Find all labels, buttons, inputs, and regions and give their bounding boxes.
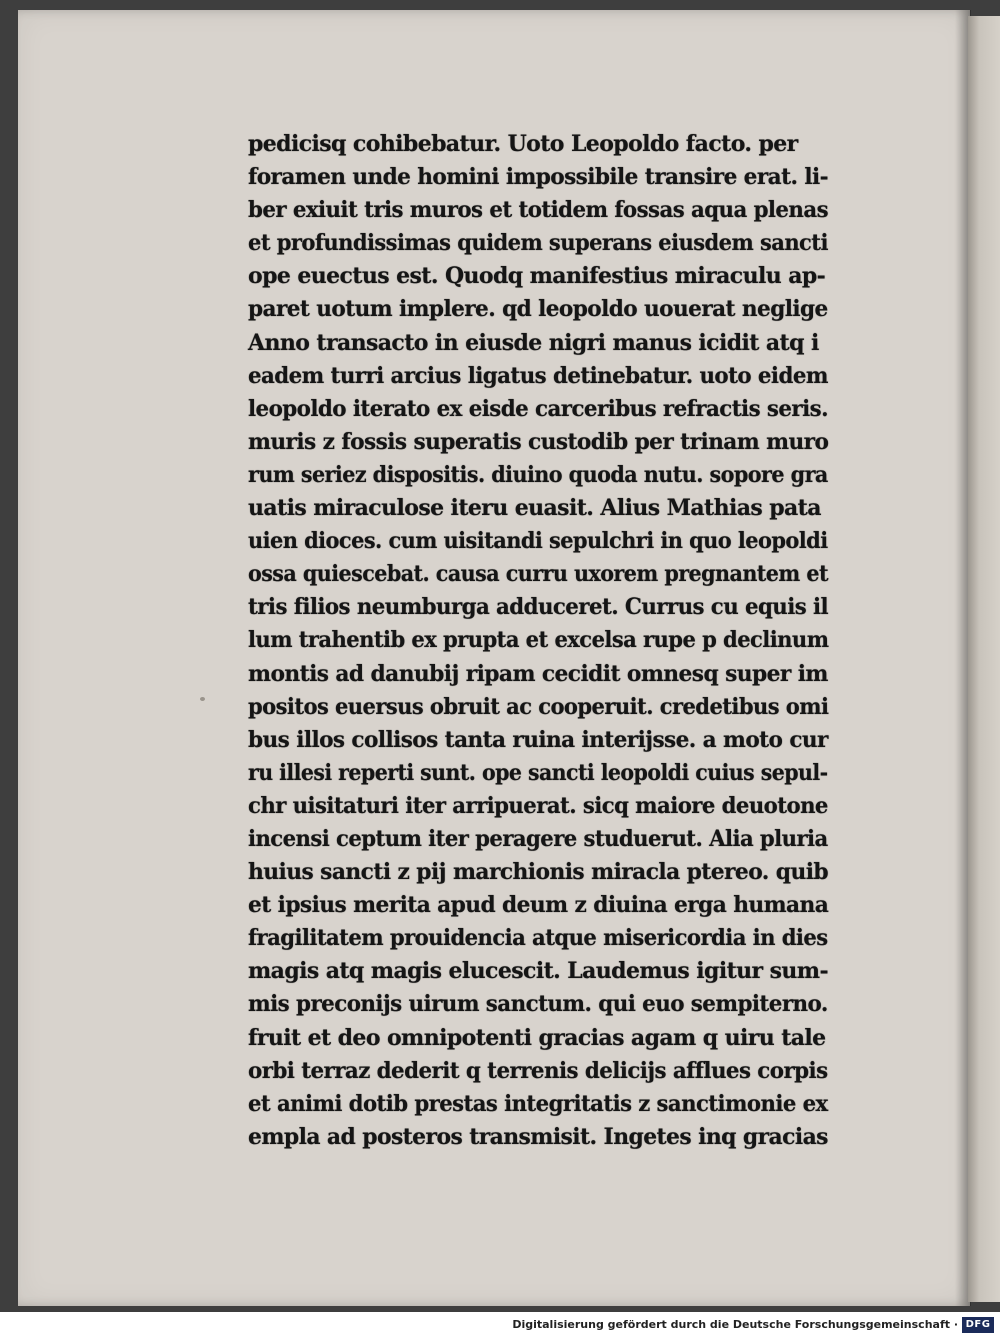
printed-text-block: [248, 128, 828, 1154]
text-line: et profundissimas quidem superans eiusdem sancti: [248, 230, 828, 257]
text-line: huius sancti z pij marchionis miracla ptereo. quib: [248, 859, 829, 886]
text-line: chr uisitaturi iter arripuerat. sicq maiore deuotone: [248, 792, 828, 819]
text-line: eadem turri arcius ligatus detinebatur. uoto eidem: [248, 362, 828, 389]
text-line: incensi ceptum iter peragere studuerut. Alia pluria: [248, 825, 828, 852]
dfg-logo[interactable]: DFG: [962, 1317, 994, 1333]
text-line: paret uotum implere. qd leopoldo uouerat neglige: [248, 296, 828, 323]
text-line: mis preconijs uirum sanctum. qui euo sempiterno.: [248, 991, 828, 1018]
text-line: rum seriez dispositis. diuino quoda nutu. sopore gra: [248, 461, 828, 488]
text-line: ru illesi reperti sunt. ope sancti leopoldi cuius sepul-: [248, 759, 828, 786]
text-line: empla ad posteros transmisit. Ingetes inq gracias: [248, 1123, 828, 1150]
text-line: Anno transacto in eiusde nigri manus icidit atq i: [248, 329, 819, 356]
text-line: pedicisq cohibebatur. Uoto Leopoldo facto. per: [248, 131, 798, 157]
text-line: et ipsius merita apud deum z diuina erga humana: [248, 892, 829, 919]
text-line: tris filios neumburga adduceret. Currus cu equis il: [248, 594, 829, 621]
text-line: leopoldo iterato ex eisde carceribus refractis seris.: [248, 395, 829, 422]
text-line: muris z fossis superatis custodib per trinam muro: [248, 428, 829, 455]
text-line: ossa quiescebat. causa curru uxorem pregnantem et: [248, 561, 828, 588]
paper-spot: [200, 697, 205, 701]
text-line: montis ad danubij ripam cecidit omnesq super im: [248, 660, 828, 687]
text-line: foramen unde homini impossibile transire erat. li-: [248, 164, 828, 191]
text-line: fruit et deo omnipotenti gracias agam q uiru tale: [248, 1024, 826, 1051]
text-line: lum trahentib ex prupta et excelsa rupe p declinum: [248, 627, 829, 654]
text-line: ber exiuit tris muros et totidem fossas aqua plenas: [248, 197, 829, 224]
facing-page-edge: [968, 16, 1000, 1302]
text-line: magis atq magis elucescit. Laudemus igitur sum-: [248, 958, 828, 985]
text-line: ope euectus est. Quodq manifestius miraculu ap-: [248, 263, 826, 290]
text-line: uatis miraculose iteru euasit. Alius Mathias pata: [248, 495, 821, 522]
text-line: et animi dotib prestas integritatis z sanctimonie ex: [248, 1090, 828, 1117]
text-line: uien dioces. cum uisitandi sepulchri in quo leopoldi: [248, 528, 828, 555]
text-line: positos euersus obruit ac cooperuit. credetibus omi: [248, 693, 829, 720]
digitization-footer: [0, 1312, 1000, 1338]
text-line: fragilitatem prouidencia atque misericordia in dies: [248, 925, 828, 952]
text-line: orbi terraz dederit q terrenis delicijs afflues corpis: [248, 1057, 828, 1084]
text-line: bus illos collisos tanta ruina interijsse. a moto cur: [248, 726, 828, 753]
footer-credit: Digitalisierung gefördert durch die Deutsche Forschungsgemeinschaft ·: [512, 1318, 958, 1331]
